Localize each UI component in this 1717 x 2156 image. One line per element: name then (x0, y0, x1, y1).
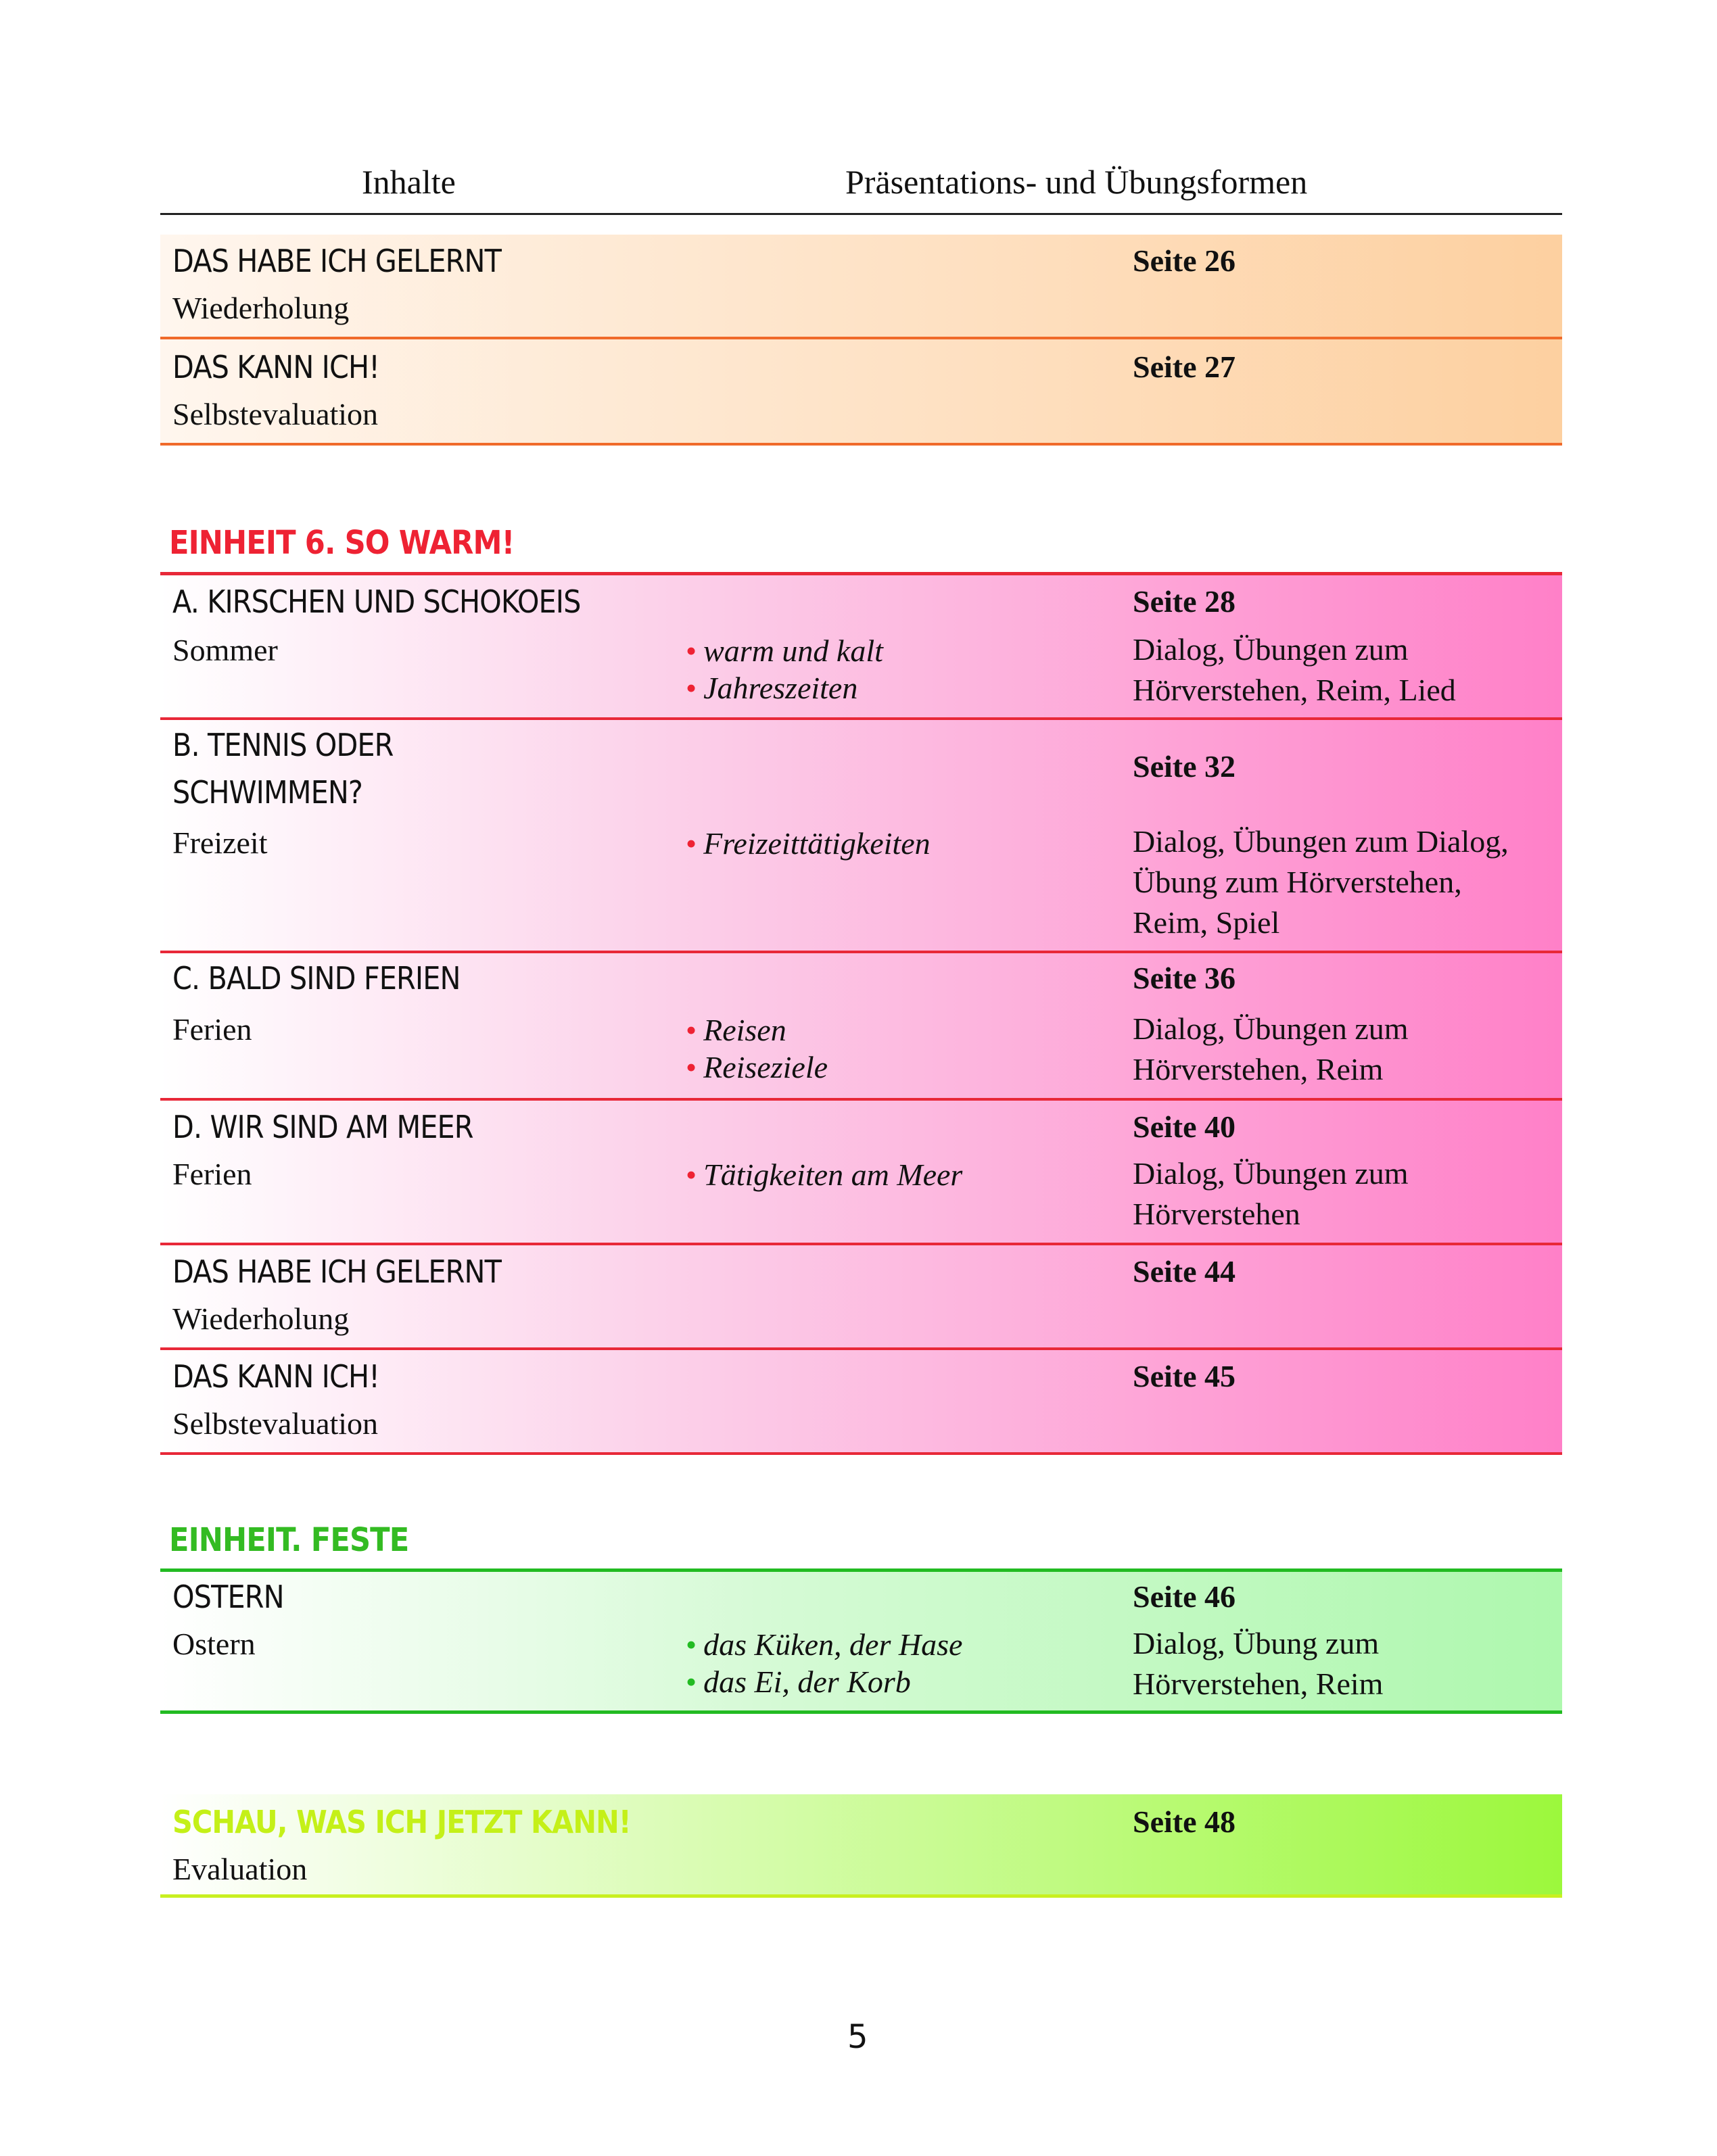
row-subtitle: Evaluation (172, 1852, 308, 1886)
row-subtitle: Wiederholung (172, 291, 350, 325)
page-ref: Seite 40 (1133, 1109, 1236, 1144)
topic-list (686, 825, 931, 862)
topic-list (686, 1156, 962, 1193)
toc-row (160, 235, 1562, 339)
page-ref: Seite 27 (1133, 350, 1236, 384)
exercise-forms: Dialog, Übungen zum Hörverstehen, Reim (1133, 1011, 1409, 1086)
topic-item: • Reiseziele (686, 1050, 828, 1084)
bullet-icon: • (686, 633, 697, 668)
row-subtitle: Freizeit (172, 825, 268, 860)
topic-item: • Jahreszeiten (686, 671, 858, 705)
exercise-forms: Dialog, Übung zum Hörverstehen, Reim (1133, 1626, 1384, 1701)
row-subtitle: Ferien (172, 1012, 252, 1047)
unit-title: EINHEIT. FESTE (169, 1521, 409, 1559)
row-subtitle: Wiederholung (172, 1301, 350, 1336)
topic-item: • Reisen (686, 1013, 786, 1047)
toc-row (160, 1572, 1562, 1714)
row-subtitle: Ostern (172, 1627, 256, 1661)
page-ref: Seite 28 (1133, 584, 1236, 619)
row-title-line2: SCHWIMMEN? (172, 774, 363, 811)
row-title: D. WIR SIND AM MEER (172, 1109, 473, 1145)
toc-row (160, 1245, 1562, 1350)
row-title: DAS KANN ICH! (172, 1358, 379, 1395)
row-title: A. KIRSCHEN UND SCHOKOEIS (172, 583, 581, 620)
row-title: OSTERN (172, 1579, 284, 1615)
topic-list (686, 632, 883, 706)
page-ref: Seite 45 (1133, 1359, 1236, 1393)
row-title: C. BALD SIND FERIEN (172, 960, 461, 997)
row-title: DAS HABE ICH GELERNT (172, 243, 501, 279)
row-subtitle: Selbstevaluation (172, 397, 379, 431)
unit-title: EINHEIT 6. SO WARM! (169, 524, 515, 562)
toc-row (160, 953, 1562, 1101)
row-title: DAS KANN ICH! (172, 349, 379, 385)
page-ref: Seite 46 (1133, 1579, 1236, 1614)
toc-row (160, 339, 1562, 446)
topic-item: • Tätigkeiten am Meer (686, 1157, 963, 1192)
topic-list (686, 1011, 828, 1086)
exercise-forms: Dialog, Übungen zum Hörverstehen (1133, 1156, 1409, 1231)
bullet-icon: • (686, 1664, 697, 1699)
toc-row (160, 1350, 1562, 1455)
topic-item: • warm und kalt (686, 633, 883, 668)
page-ref: Seite 48 (1133, 1804, 1236, 1839)
page-ref: Seite 32 (1133, 749, 1236, 784)
row-subtitle: Ferien (172, 1157, 252, 1191)
toc-row (160, 1794, 1562, 1898)
column-header-contents: Inhalte (362, 163, 456, 201)
header-divider (160, 213, 1562, 215)
row-subtitle: Sommer (172, 633, 278, 667)
toc-row (160, 1101, 1562, 1245)
row-title: DAS HABE ICH GELERNT (172, 1253, 501, 1290)
bullet-icon: • (686, 826, 697, 861)
row-title: SCHAU, WAS ICH JETZT KANN! (172, 1804, 631, 1840)
bullet-icon: • (686, 1627, 697, 1662)
row-subtitle: Selbstevaluation (172, 1406, 379, 1441)
exercise-forms: Dialog, Übungen zum Hörverstehen, Reim, Lied (1133, 632, 1456, 707)
topic-item: • das Ei, der Korb (686, 1664, 911, 1699)
row-title: B. TENNIS ODER (172, 727, 394, 763)
page-number: 5 (847, 2018, 868, 2056)
bullet-icon: • (686, 671, 697, 705)
toc-row (160, 720, 1562, 953)
bullet-icon: • (686, 1157, 697, 1192)
topic-list (686, 1626, 962, 1700)
exercise-forms: Dialog, Übungen zum Dialog, Übung zum Hörverstehen, Reim, Spiel (1133, 824, 1509, 940)
page-ref: Seite 44 (1133, 1254, 1236, 1289)
toc-row (160, 575, 1562, 720)
topic-item: • Freizeittätigkeiten (686, 826, 931, 861)
bullet-icon: • (686, 1013, 697, 1047)
page-ref: Seite 26 (1133, 243, 1236, 278)
topic-item: • das Küken, der Hase (686, 1627, 963, 1662)
column-header-forms: Präsentations- und Übungsformen (845, 163, 1308, 201)
bullet-icon: • (686, 1050, 697, 1084)
page-ref: Seite 36 (1133, 961, 1236, 995)
